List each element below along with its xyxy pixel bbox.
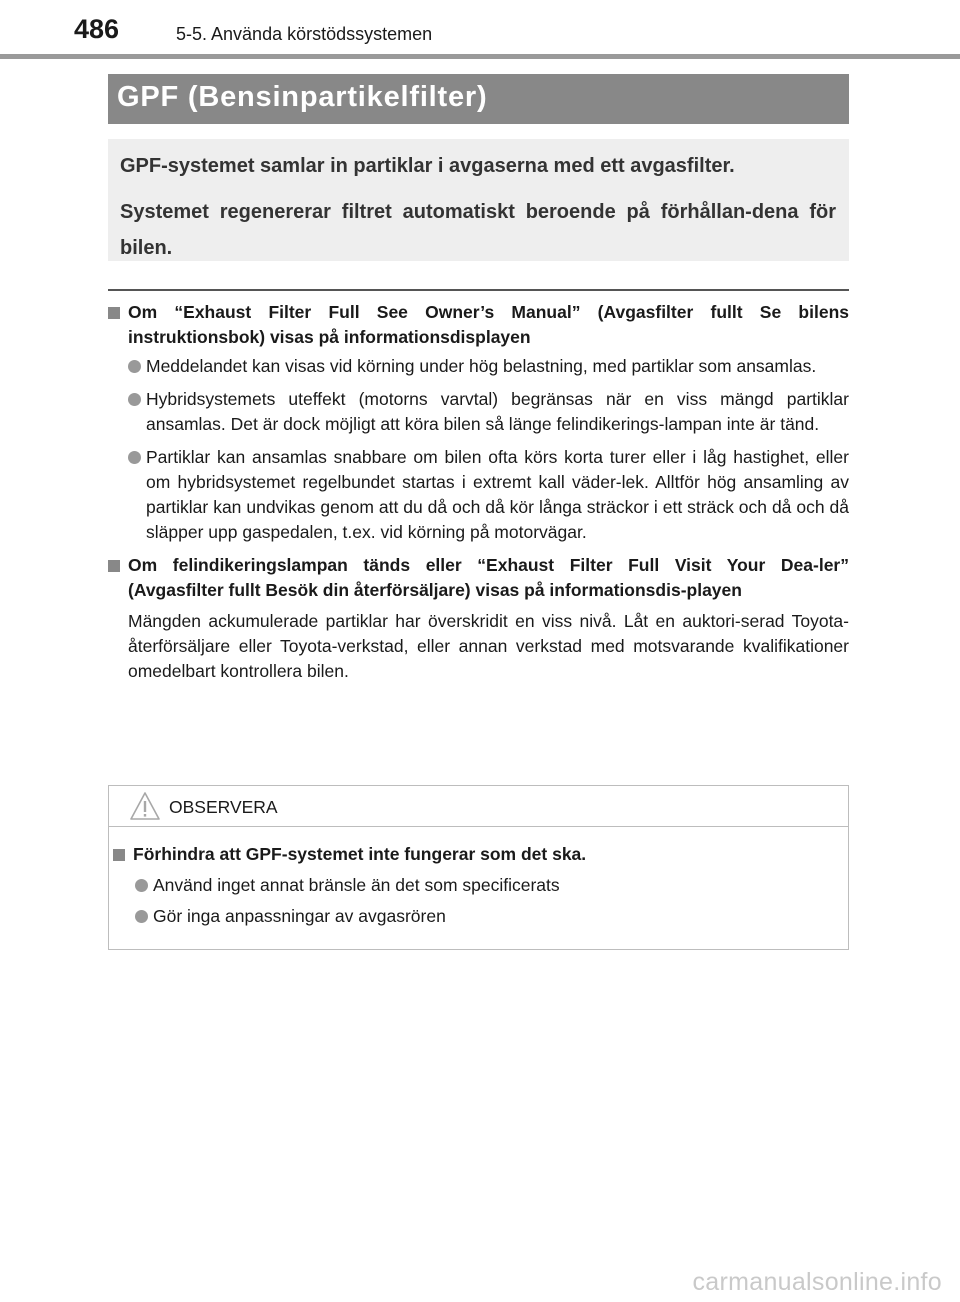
notice-body: [109, 842, 848, 935]
notice-header: [109, 786, 848, 827]
section-rule: [108, 289, 849, 291]
list-item: [108, 445, 849, 545]
title-bar: [108, 74, 849, 124]
watermark: carmanualsonline.info: [692, 1268, 942, 1296]
list-item-text: Hybridsystemets uteffekt (motorns varvtal) begränsas när en viss mängd partiklar ansamlas. Det är dock möjligt att köra bilen så länge felindikerings-lampan inte är tänd.: [146, 389, 849, 434]
warning-triangle-icon: [129, 791, 161, 821]
summary-line-2: Systemet regenererar filtret automatiskt beroende på förhållan-dena för bilen.: [120, 201, 836, 259]
notice-heading-text: Förhindra att GPF-systemet inte fungerar som det ska.: [133, 844, 587, 864]
circle-bullet-icon: [135, 879, 148, 892]
notice-heading: [113, 842, 848, 867]
header-rule: [0, 54, 960, 59]
notice-item-text: Använd inget annat bränsle än det som specificerats: [153, 875, 560, 895]
list-item-text: Meddelandet kan visas vid körning under hög belastning, med partiklar som ansamlas.: [146, 356, 817, 376]
section-heading: [108, 300, 849, 350]
square-bullet-icon: [113, 849, 125, 861]
list-item: [108, 354, 849, 379]
square-bullet-icon: [108, 307, 120, 319]
section-heading: [108, 553, 849, 603]
section-label: 5-5. Använda körstödssystemen: [176, 24, 433, 44]
circle-bullet-icon: [128, 360, 141, 373]
content: [108, 300, 849, 684]
notice-box: [108, 785, 849, 950]
circle-bullet-icon: [128, 451, 141, 464]
section-heading-text: Om felindikeringslampan tänds eller “Exhaust Filter Full Visit Your Dea-ler” (Avgasfilter fullt Besök din återförsäljare) visas på informationsdis-playen: [128, 555, 849, 600]
circle-bullet-icon: [128, 393, 141, 406]
notice-item-text: Gör inga anpassningar av avgasrören: [153, 906, 446, 926]
list-item-text: Partiklar kan ansamlas snabbare om bilen ofta körs korta turer eller i låg hastighet, eller om hybridsystemet regelbundet startas i extremt kall väder-lek. Alltför hög ansamling av partiklar kan undvikas genom att du då och då kör långa sträckor i ett sträck och då och då släpper upp gaspedalen, t.ex. vid körning på motorvägar.: [146, 447, 849, 542]
page-title: GPF (Bensinpartikelfilter): [117, 81, 488, 113]
notice-item: [109, 873, 848, 898]
notice-title: OBSERVERA: [169, 797, 278, 817]
notice-item: [109, 904, 848, 929]
list-item: [108, 387, 849, 437]
circle-bullet-icon: [135, 910, 148, 923]
section-heading-text: Om “Exhaust Filter Full See Owner’s Manual” (Avgasfilter fullt Se bilens instruktionsbok) visas på informationsdisplayen: [128, 302, 849, 347]
section-paragraph: Mängden ackumulerade partiklar har överskridit en viss nivå. Låt en auktori-serad Toyota-återförsäljare eller Toyota-verkstad, eller annan verkstad med motsvarande kvalifikationer omedelbart kontrollera bilen.: [128, 611, 849, 681]
square-bullet-icon: [108, 560, 120, 572]
summary-line-1: GPF-systemet samlar in partiklar i avgaserna med ett avgasfilter.: [120, 155, 735, 177]
page-number: 486: [74, 14, 120, 44]
summary-box: [108, 139, 849, 261]
page-header: [0, 0, 960, 58]
